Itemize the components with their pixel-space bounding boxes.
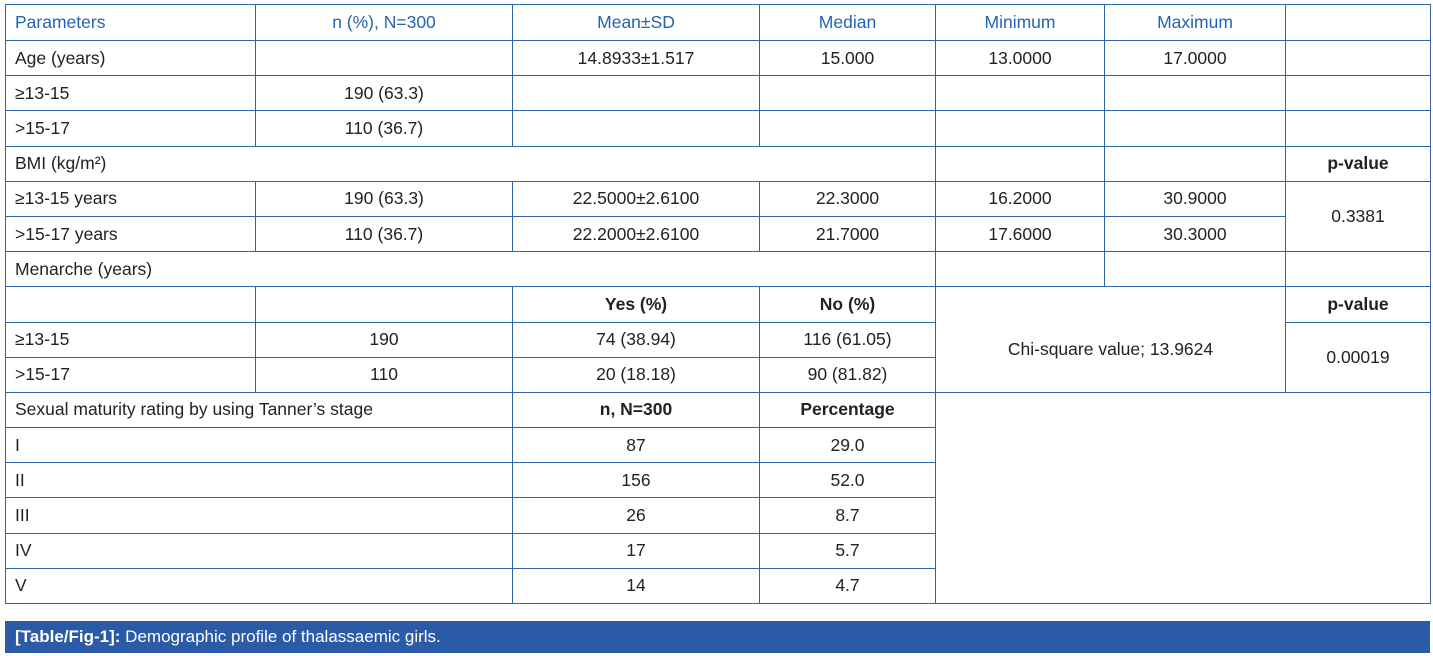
empty-cell: [1286, 76, 1431, 111]
tanner-n: 87: [513, 428, 760, 463]
menarche-sub-no: 90 (81.82): [760, 357, 936, 392]
empty-cell: [1105, 146, 1286, 181]
caption-text: Demographic profile of thalassaemic girls.: [120, 627, 441, 646]
tanner-blank-area: [936, 392, 1431, 603]
bmi-sub-mean-sd: 22.5000±2.6100: [513, 181, 760, 216]
bmi-sub-maximum: 30.3000: [1105, 216, 1286, 251]
bmi-sub-label: >15-17 years: [6, 216, 256, 251]
menarche-sub-label: >15-17: [6, 357, 256, 392]
demographic-table: [5, 4, 1431, 604]
bmi-sub-n: 110 (36.7): [256, 216, 513, 251]
bmi-sub-maximum: 30.9000: [1105, 181, 1286, 216]
tanner-stage: I: [6, 428, 513, 463]
header-extra: [1286, 5, 1431, 41]
tanner-n-label: n, N=300: [513, 392, 760, 427]
tanner-n: 156: [513, 463, 760, 498]
age-extra-empty: [1286, 41, 1431, 76]
tanner-n: 17: [513, 533, 760, 568]
menarche-header-row: [6, 287, 1431, 322]
tanner-stage: IV: [6, 533, 513, 568]
tanner-header-row: [6, 392, 1431, 427]
tanner-label: Sexual maturity rating by using Tanner’s stage: [6, 392, 513, 427]
header-n-pct: n (%), N=300: [256, 5, 513, 41]
age-mean-sd: 14.8933±1.517: [513, 41, 760, 76]
empty-cell: [936, 146, 1105, 181]
empty-cell: [1105, 76, 1286, 111]
menarche-sub-yes: 20 (18.18): [513, 357, 760, 392]
header-median: Median: [760, 5, 936, 41]
tanner-pct-label: Percentage: [760, 392, 936, 427]
empty-cell: [6, 287, 256, 322]
age-label: Age (years): [6, 41, 256, 76]
figure-caption: [5, 621, 1430, 653]
menarche-yes-label: Yes (%): [513, 287, 760, 322]
tanner-n: 14: [513, 568, 760, 603]
bmi-pvalue-label: p-value: [1286, 146, 1431, 181]
age-sub-n: 190 (63.3): [256, 76, 513, 111]
empty-cell: [256, 287, 513, 322]
menarche-sub-n: 190: [256, 322, 513, 357]
menarche-sub-label: ≥13-15: [6, 322, 256, 357]
menarche-pvalue: 0.00019: [1286, 322, 1431, 392]
empty-cell: [936, 252, 1105, 287]
empty-cell: [1105, 111, 1286, 146]
age-subrow: [6, 76, 1431, 111]
bmi-sub-median: 22.3000: [760, 181, 936, 216]
tanner-n: 26: [513, 498, 760, 533]
bmi-sub-minimum: 17.6000: [936, 216, 1105, 251]
tanner-pct: 4.7: [760, 568, 936, 603]
empty-cell: [513, 76, 760, 111]
bmi-subrow: [6, 216, 1431, 251]
menarche-sub-no: 116 (61.05): [760, 322, 936, 357]
header-mean-sd: Mean±SD: [513, 5, 760, 41]
bmi-pvalue: 0.3381: [1286, 181, 1431, 251]
age-row: [6, 41, 1431, 76]
empty-cell: [1286, 252, 1431, 287]
header-minimum: Minimum: [936, 5, 1105, 41]
empty-cell: [936, 111, 1105, 146]
bmi-row: [6, 146, 1431, 181]
empty-cell: [1286, 111, 1431, 146]
bmi-sub-mean-sd: 22.2000±2.6100: [513, 216, 760, 251]
age-minimum: 13.0000: [936, 41, 1105, 76]
header-parameters: Parameters: [6, 5, 256, 41]
empty-cell: [1105, 252, 1286, 287]
age-n-empty: [256, 41, 513, 76]
tanner-stage: II: [6, 463, 513, 498]
age-maximum: 17.0000: [1105, 41, 1286, 76]
tanner-pct: 29.0: [760, 428, 936, 463]
bmi-sub-minimum: 16.2000: [936, 181, 1105, 216]
menarche-sub-yes: 74 (38.94): [513, 322, 760, 357]
age-subrow: [6, 111, 1431, 146]
menarche-label: Menarche (years): [6, 252, 936, 287]
tanner-stage: V: [6, 568, 513, 603]
header-maximum: Maximum: [1105, 5, 1286, 41]
bmi-sub-n: 190 (63.3): [256, 181, 513, 216]
menarche-chi-square: Chi-square value; 13.9624: [936, 287, 1286, 393]
caption-label: [Table/Fig-1]:: [15, 627, 121, 646]
menarche-row: [6, 252, 1431, 287]
tanner-stage: III: [6, 498, 513, 533]
menarche-no-label: No (%): [760, 287, 936, 322]
bmi-sub-label: ≥13-15 years: [6, 181, 256, 216]
age-sub-n: 110 (36.7): [256, 111, 513, 146]
age-median: 15.000: [760, 41, 936, 76]
header-row: [6, 5, 1431, 41]
tanner-pct: 5.7: [760, 533, 936, 568]
bmi-label: BMI (kg/m²): [6, 146, 936, 181]
empty-cell: [760, 111, 936, 146]
tanner-pct: 8.7: [760, 498, 936, 533]
empty-cell: [760, 76, 936, 111]
tanner-pct: 52.0: [760, 463, 936, 498]
bmi-sub-median: 21.7000: [760, 216, 936, 251]
bmi-subrow: [6, 181, 1431, 216]
empty-cell: [936, 76, 1105, 111]
empty-cell: [513, 111, 760, 146]
age-sub-label: ≥13-15: [6, 76, 256, 111]
menarche-pvalue-label: p-value: [1286, 287, 1431, 322]
menarche-sub-n: 110: [256, 357, 513, 392]
age-sub-label: >15-17: [6, 111, 256, 146]
